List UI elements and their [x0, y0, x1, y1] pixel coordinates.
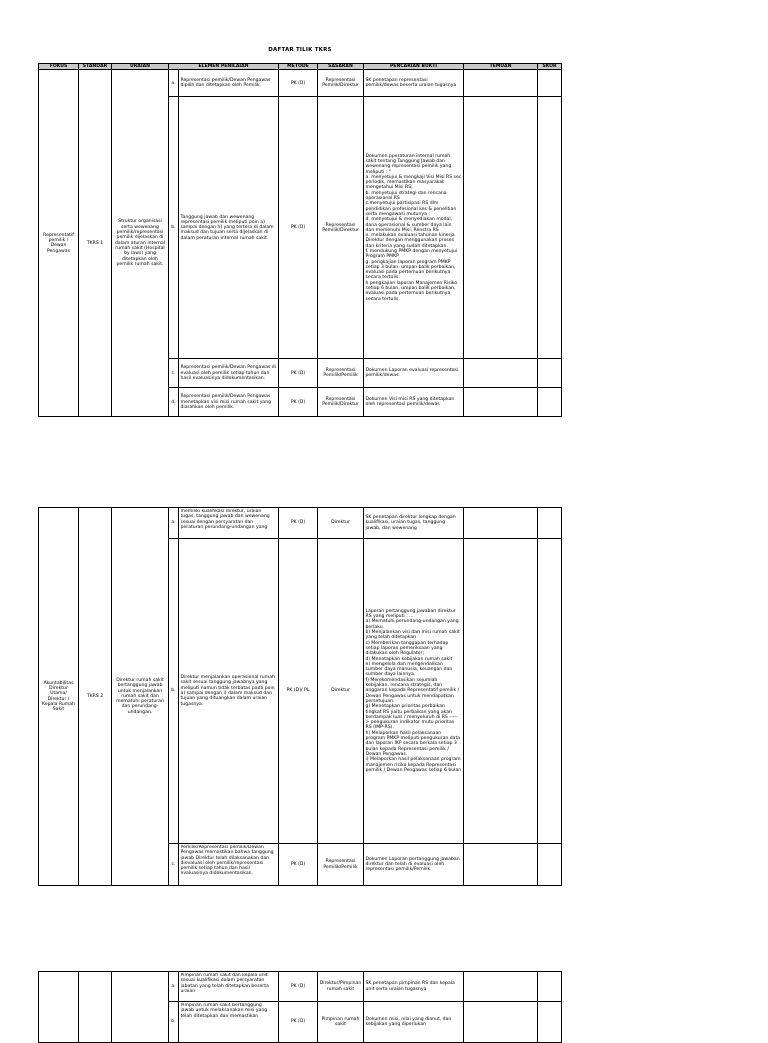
temuan-cell[interactable] — [464, 1002, 538, 1043]
header-temuan: TEMUAN — [464, 64, 538, 70]
item-letter: d. — [169, 388, 179, 417]
metode-cell: PK (D) — [279, 508, 318, 539]
sasaran-cell: Direktur — [318, 508, 364, 539]
skor-cell[interactable] — [538, 97, 562, 359]
header-uraian: URAIAN — [112, 64, 169, 70]
item-letter: b. — [169, 97, 179, 359]
sasaran-cell: Pimpinan rumah sakit — [318, 1002, 364, 1043]
header-pencarian-bukti: PENCARIAN BUKTI — [364, 64, 464, 70]
uraian-cell — [112, 972, 169, 1043]
fokus-cell — [39, 972, 79, 1043]
skor-cell[interactable] — [538, 539, 562, 844]
elemen-cell — [179, 844, 279, 886]
table-row — [39, 972, 562, 1002]
temuan-cell[interactable] — [464, 97, 538, 359]
temuan-cell[interactable] — [464, 539, 538, 844]
elemen-cell: Representasi pemilik/Dewan Pengawas dipilih dan ditetapkan oleh Pemilik. — [179, 70, 279, 97]
fokus-cell: Akuntabilitas Direktur Utama/ Direktur / Kepala Rumah Sakit — [39, 508, 79, 886]
elemen-cell — [179, 972, 279, 1002]
sasaran-cell: Representasi Pemilik/Direktur — [318, 97, 364, 359]
sasaran-cell: Direktur/Pimpinan rumah sakit — [318, 972, 364, 1002]
skor-cell[interactable] — [538, 844, 562, 886]
metode-cell: PK (D) — [279, 97, 318, 359]
header-skor: SKOR — [538, 64, 562, 70]
skor-cell[interactable] — [538, 359, 562, 388]
skor-cell[interactable] — [538, 1002, 562, 1043]
table-row — [39, 70, 562, 97]
item-letter: b. — [169, 1002, 179, 1043]
metode-cell: PK (D) — [279, 972, 318, 1002]
item-letter: a. — [169, 972, 179, 1002]
checklist-table-tkrs3 — [38, 971, 562, 1043]
elemen-cell: Representasi pemilik/Dewan Pengawas di evaluasi oleh pemilik setiap tahun dan hasil evaluasinya didokumentasikan. — [179, 359, 279, 388]
item-letter: a. — [169, 508, 179, 539]
table-row — [39, 508, 562, 539]
temuan-cell[interactable] — [464, 844, 538, 886]
uraian-cell: Struktur organisasi serta wewenang pemilik/representasi pemilik dijelaskan di dalam aturan internal rumah sakit (Hospital by laws) yang ditetapkan oleh pemilik rumah sakit. — [112, 70, 169, 417]
bukti-cell: Dokumen Laporan pertanggung jawaban direktur dan telah di evaluasi oleh representasi pemilik/Pemilik. — [364, 844, 464, 886]
checklist-table-tkrs2 — [38, 507, 562, 886]
metode-cell: PK (D) — [279, 70, 318, 97]
temuan-cell[interactable] — [464, 70, 538, 97]
header-fokus: FOKUS — [39, 64, 79, 70]
skor-cell[interactable] — [538, 388, 562, 417]
uraian-cell: Direktur rumah sakit bertanggung jawab untuk menjalankan rumah sakit dan mematuhi peraturan dan perundang-undangan. — [112, 508, 169, 886]
temuan-cell[interactable] — [464, 359, 538, 388]
temuan-cell[interactable] — [464, 508, 538, 539]
checklist-table-tkrs1 — [38, 63, 562, 417]
fokus-cell: Representatif pemilik / Dewan Pengawas — [39, 70, 79, 417]
bukti-cell: SK penetapan pimpinan RS dan kepala unit serta uraian tugasnya — [364, 972, 464, 1002]
bukti-cell: Dokumen Visi misi RS yang ditetapkan oleh representasi pemilik/dewas — [364, 388, 464, 417]
elemen-cell — [179, 508, 279, 539]
elemen-cell: Tanggung jawab dan wewenang representasi pemilik meliputi poin a) sampai dengan h) yang tertera di dalam maksud dan tujuan serta dijelaskan di dalam peraturan internal rumah sakit. — [179, 97, 279, 359]
standar-cell: TKRS 2 — [79, 508, 112, 886]
sasaran-cell: Representasi Pemilik/Pemilik — [318, 359, 364, 388]
elemen-text: memiliki kualifikasi direktur, uraian tugas, tanggung jawab dan wewenang sesuai dengan persyaratan dan peraturan perundang-undangan yang — [180, 509, 270, 530]
bukti-cell: SK penetapan direktur lengkap dengan kualifikasi, uraian tugas, tanggung jawab, dan wewenang — [364, 508, 464, 539]
item-letter: a. — [169, 70, 179, 97]
metode-cell: PK (D) — [279, 359, 318, 388]
skor-cell[interactable] — [538, 508, 562, 539]
bukti-cell: Dokumen Laporan evaluasi representasi pemilik/dewas — [364, 359, 464, 388]
metode-cell: PK (D)/ PL — [279, 539, 318, 844]
elemen-cell: Representasi pemilik/Dewan Pengawas menetapkan visi misi rumah sakit yang diarahkan oleh pemilik. — [179, 388, 279, 417]
bukti-cell: Dokumen pperaturan internal rumah sakit tentang Tanggung Jawab dan wewenang representasi pemilik yang meliputi : " a. menyetujui & mengkaji Visi Misi RS sec periodik, memastikan masyarakat mengetahui Misi RS; b. menyetujui strategi dan rencana operasional RS c.menyetujui partisipasi RS dlm pendidikan profesional kes & penelitian serta mengawasi mutunya ; d. menyetujui & menyediakan modal, dana operasional & sumber daya lain dan memenuhi Misi, Renstra RS e. melakukan evaluasi tahunan kinerja Direktur dengan menggunakan proses dan kriteria yang sudah ditetapkan. f. mendukung PMKP dengan menyetujui Program PMKP g. pengkajian laporan program PMKP setiap 3 bulan, umpan balik perbaikan, evaluasi pada pertemuan berikutnya secara tertulis. h.pengkajian laporan Manajemen Risiko setiap 6 bulan, umpan balik perbaikan, evaluasi pada pertemuan berikutnya secara tertulis. — [364, 97, 464, 359]
elemen-cell — [179, 1002, 279, 1043]
elemen-cell: Direktur menjalankan operasional rumah sakit sesuai tanggung jawabnya yang meliputi namun tidak terbatas pada poin a) sampai dengan i) dalam maksud dan tujuan yang dituangkan dalam uraian tugasnya. — [179, 539, 279, 844]
header-standar: STANDAR — [79, 64, 112, 70]
temuan-cell[interactable] — [464, 388, 538, 417]
sasaran-cell: Representasi Pemilik/Direktur — [318, 70, 364, 97]
header-metode: METODE — [279, 64, 318, 70]
standar-cell: TKRS 1 — [79, 70, 112, 417]
skor-cell[interactable] — [538, 972, 562, 1002]
header-sasaran: SASARAN — [318, 64, 364, 70]
item-letter: b. — [169, 539, 179, 844]
item-letter: c. — [169, 844, 179, 886]
standar-cell — [79, 972, 112, 1043]
sasaran-cell: Representasi Pemilik/Pemilik — [318, 844, 364, 886]
bukti-cell: Dokumen misi, nilai yang dianut, dan kebijakan yang diperlukan — [364, 1002, 464, 1043]
metode-cell: PK (D) — [279, 844, 318, 886]
header-elemen-penilaian: ELEMEN PENILAIAN — [169, 64, 279, 70]
sasaran-cell: Direktur — [318, 539, 364, 844]
elemen-text: Pimpinan rumah sakit bertanggung jawab untuk melaksanakan misi yang telah ditetapkan dan memastikan — [180, 1003, 268, 1019]
metode-cell: PK (D) — [279, 388, 318, 417]
elemen-text: Pemilik/Representasi pemilik/Dewan Pengawas memastikan bahwa tanggung jawab Direktur telah dilaksanakan dan dievaluasi oleh pemilik/representasi pemilik setiap tahun dan hasil evaluasinya didokumentasikan. — [180, 845, 274, 877]
bukti-cell: SK penetapan representasi pemilik/dewas beserta uraian tugasnya — [364, 70, 464, 97]
bukti-cell: Laporan pertanggung jawaban direktur RS yang meliputi : ... a) Mematuhi perundang-undangan yang berlaku. b) Menjalankan visi dan misi rumah sakit yang telah ditetapkan c) Memberikan tanggapan terhadap setiap laporan pemeriksaan yang dilakukan oleh Regulator; d) Menetapkan kebijakan rumah sakit e) mengelola dan mengendalikan sumber daya manusia, keuangan dan sumber daya lainnya. f) Merekomendasikan sejumlah kebijakan, rencana strategis, dan anggaran kepada Representatif pemilik / Dewan Pengawas untuk mendapatkan persetujuan. g) Menetapkan prioritas perbaikan tingkat RS yaitu perbaikan yang akan berdampak luas / menyeluruh di RS ----- > pengukuran indikator mutu prioritas RS (IMP-RS). h) Melaporkan hasil pelaksanaan program PMKP meliputi pengukuran data dan laporan IKP secara berkala setiap 3 bulan kepada Representasi pemilik / Dewan Pengawas. i) Melaporkan hasil pelaksanaan program manajemen risiko kepada Representasi pemilik / Dewan Pengawas setiap 6 bulan — [364, 539, 464, 844]
document-title: DAFTAR TILIK TKRS — [268, 47, 332, 53]
item-letter: c. — [169, 359, 179, 388]
skor-cell[interactable] — [538, 70, 562, 97]
temuan-cell[interactable] — [464, 972, 538, 1002]
sasaran-cell: Representasi Pemilik/Direktur — [318, 388, 364, 417]
elemen-text: Pimpinan rumah sakit dan kepala unit sesuai kualifikasi dalam persyaratan jabatan yang telah ditetapkan beserta uraian — [180, 973, 269, 994]
metode-cell: PK (D) — [279, 1002, 318, 1043]
